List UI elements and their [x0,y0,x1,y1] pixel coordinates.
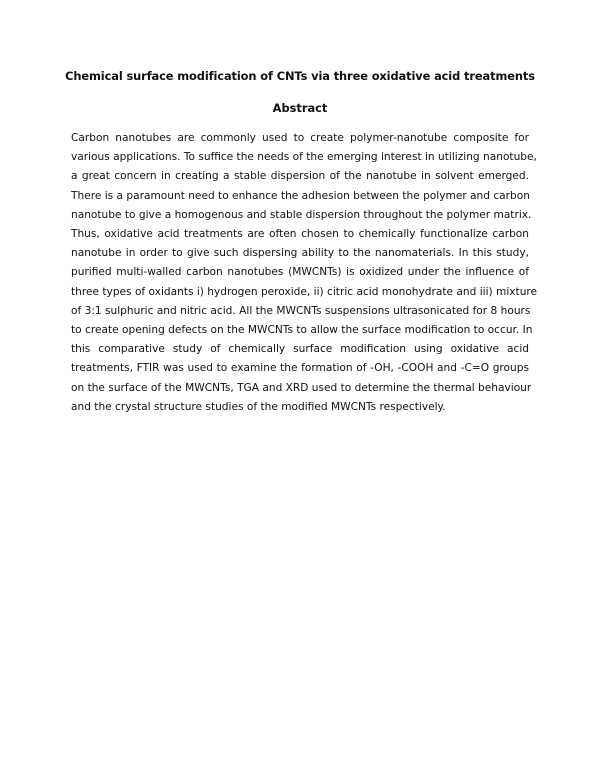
abstract-line: Thus, oxidative acid treatments are often chosen to chemically functionalize carbon [71,228,529,241]
abstract-line: a great concern in creating a stable dispersion of the nanotube in solvent emerged. [71,170,529,183]
abstract-line: and the crystal structure studies of the modified MWCNTs respectively. [71,400,446,413]
abstract-line: purified multi-walled carbon nanotubes (MWCNTs) is oxidized under the influence of [71,266,529,279]
abstract-line: nanotube to give a homogenous and stable dispersion throughout the polymer matrix. [71,208,532,221]
abstract-body [71,129,538,417]
abstract-line: Carbon nanotubes are commonly used to create polymer-nanotube composite for [71,132,529,144]
abstract-line: to create opening defects on the MWCNTs to allow the surface modification to occur. In [71,324,533,337]
abstract-heading: Abstract [272,101,328,115]
abstract-line: treatments, FTIR was used to examine the formation of -OH, -COOH and -C=O groups [71,362,529,375]
abstract-line: three types of oxidants i) hydrogen peroxide, ii) citric acid monohydrate and iii) mixture [71,285,538,298]
paper-title: Chemical surface modification of CNTs via three oxidative acid treatments [65,69,535,83]
abstract-line: on the surface of the MWCNTs, TGA and XRD used to determine the thermal behaviour [71,381,532,394]
abstract-line: this comparative study of chemically surface modification using oxidative acid [71,343,529,356]
abstract-line: various applications. To suffice the needs of the emerging interest in utilizing nanotube, [71,151,537,164]
abstract-line: There is a paramount need to enhance the adhesion between the polymer and carbon [71,189,530,202]
abstract-line: of 3:1 sulphuric and nitric acid. All the MWCNTs suspensions ultrasonicated for 8 hours [71,304,531,317]
abstract-line: nanotube in order to give such dispersing ability to the nanomaterials. In this study, [71,247,529,260]
